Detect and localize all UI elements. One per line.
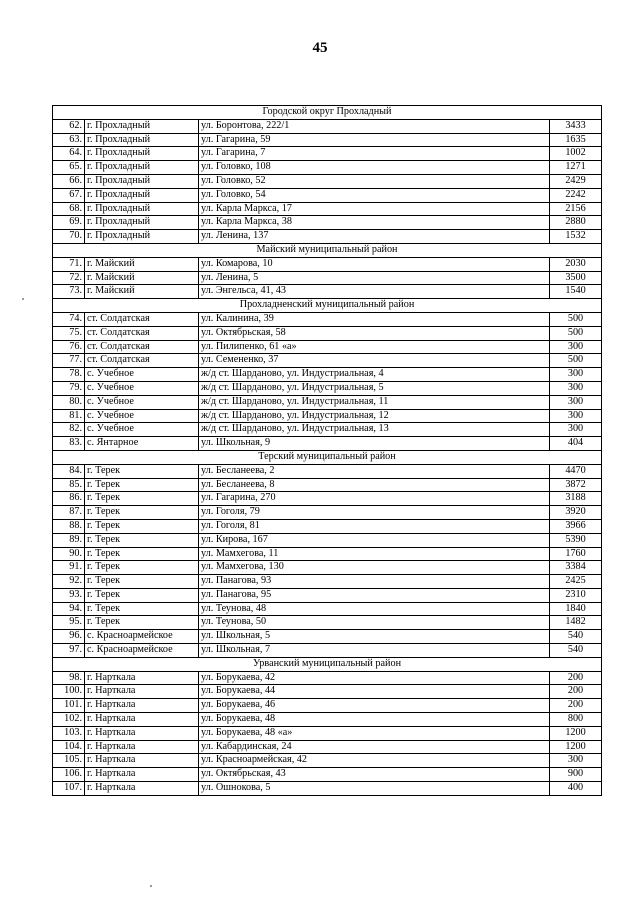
row-number: 97. [53, 644, 85, 658]
value-cell: 1200 [550, 740, 602, 754]
locality-cell: г. Нарткала [85, 685, 199, 699]
table-row [53, 588, 602, 602]
address-cell: ул. Бесланеева, 8 [199, 478, 550, 492]
address-table-body [53, 106, 602, 796]
value-cell: 3920 [550, 506, 602, 520]
address-cell: ул. Головко, 108 [199, 161, 550, 175]
section-title: Городской округ Прохладный [53, 106, 602, 120]
row-number: 66. [53, 174, 85, 188]
row-number: 62. [53, 119, 85, 133]
locality-cell: г. Терек [85, 602, 199, 616]
locality-cell: ст. Солдатская [85, 312, 199, 326]
row-number: 71. [53, 257, 85, 271]
locality-cell: ст. Солдатская [85, 354, 199, 368]
address-cell: ж/д ст. Шарданово, ул. Индустриальная, 12 [199, 409, 550, 423]
locality-cell: с. Учебное [85, 395, 199, 409]
value-cell: 500 [550, 354, 602, 368]
address-cell: ул. Красноармейская, 42 [199, 754, 550, 768]
value-cell: 900 [550, 768, 602, 782]
value-cell: 3966 [550, 519, 602, 533]
row-number: 93. [53, 588, 85, 602]
table-row [53, 630, 602, 644]
row-number: 88. [53, 519, 85, 533]
value-cell: 200 [550, 699, 602, 713]
value-cell: 3500 [550, 271, 602, 285]
table-row [53, 644, 602, 658]
table-row [53, 754, 602, 768]
address-table [52, 105, 602, 796]
address-cell: ул. Головко, 54 [199, 188, 550, 202]
table-row [53, 312, 602, 326]
value-cell: 300 [550, 754, 602, 768]
value-cell: 500 [550, 326, 602, 340]
value-cell: 3872 [550, 478, 602, 492]
address-cell: ул. Борукаева, 42 [199, 671, 550, 685]
table-row [53, 506, 602, 520]
table-row [53, 161, 602, 175]
address-cell: ул. Гоголя, 79 [199, 506, 550, 520]
locality-cell: с. Учебное [85, 423, 199, 437]
table-row [53, 354, 602, 368]
table-row [53, 188, 602, 202]
value-cell: 1200 [550, 726, 602, 740]
section-header-row [53, 657, 602, 671]
table-row [53, 547, 602, 561]
row-number: 106. [53, 768, 85, 782]
address-cell: ул. Школьная, 5 [199, 630, 550, 644]
section-title: Урванский муниципальный район [53, 657, 602, 671]
address-cell: ул. Головко, 52 [199, 174, 550, 188]
row-number: 91. [53, 561, 85, 575]
page-number: 45 [312, 40, 328, 56]
value-cell: 1482 [550, 616, 602, 630]
address-cell: ж/д ст. Шарданово, ул. Индустриальная, 5 [199, 381, 550, 395]
table-row [53, 230, 602, 244]
address-cell: ул. Октябрьская, 43 [199, 768, 550, 782]
row-number: 69. [53, 216, 85, 230]
address-cell: ул. Комарова, 10 [199, 257, 550, 271]
locality-cell: г. Нарткала [85, 754, 199, 768]
row-number: 75. [53, 326, 85, 340]
row-number: 77. [53, 354, 85, 368]
address-cell: ул. Бесланеева, 2 [199, 464, 550, 478]
table-row [53, 671, 602, 685]
row-number: 107. [53, 782, 85, 796]
value-cell: 300 [550, 340, 602, 354]
table-row [53, 782, 602, 796]
table-row [53, 271, 602, 285]
row-number: 73. [53, 285, 85, 299]
locality-cell: г. Майский [85, 271, 199, 285]
address-cell: ул. Панагова, 95 [199, 588, 550, 602]
address-cell: ул. Гагарина, 7 [199, 147, 550, 161]
value-cell: 200 [550, 671, 602, 685]
locality-cell: г. Терек [85, 533, 199, 547]
row-number: 102. [53, 713, 85, 727]
table-row [53, 119, 602, 133]
row-number: 86. [53, 492, 85, 506]
row-number: 90. [53, 547, 85, 561]
value-cell: 300 [550, 381, 602, 395]
locality-cell: г. Майский [85, 257, 199, 271]
locality-cell: г. Нарткала [85, 713, 199, 727]
value-cell: 2880 [550, 216, 602, 230]
locality-cell: г. Нарткала [85, 671, 199, 685]
locality-cell: г. Нарткала [85, 699, 199, 713]
value-cell: 200 [550, 685, 602, 699]
locality-cell: г. Терек [85, 588, 199, 602]
row-number: 76. [53, 340, 85, 354]
address-cell: ул. Ленина, 5 [199, 271, 550, 285]
value-cell: 800 [550, 713, 602, 727]
row-number: 98. [53, 671, 85, 685]
address-cell: ул. Кабардинская, 24 [199, 740, 550, 754]
locality-cell: с. Красноармейское [85, 630, 199, 644]
locality-cell: г. Терек [85, 464, 199, 478]
address-cell: ул. Борукаева, 44 [199, 685, 550, 699]
section-title: Прохладненский муниципальный район [53, 299, 602, 313]
address-cell: ж/д ст. Шарданово, ул. Индустриальная, 4 [199, 368, 550, 382]
section-header-row [53, 299, 602, 313]
section-title: Терский муниципальный район [53, 450, 602, 464]
row-number: 103. [53, 726, 85, 740]
value-cell: 2429 [550, 174, 602, 188]
section-header-row [53, 106, 602, 120]
locality-cell: г. Терек [85, 492, 199, 506]
table-row [53, 202, 602, 216]
value-cell: 2425 [550, 575, 602, 589]
locality-cell: г. Терек [85, 547, 199, 561]
table-row [53, 409, 602, 423]
address-cell: ул. Ошнокова, 5 [199, 782, 550, 796]
locality-cell: г. Нарткала [85, 782, 199, 796]
locality-cell: г. Нарткала [85, 726, 199, 740]
locality-cell: г. Терек [85, 616, 199, 630]
address-cell: ул. Борукаева, 48 [199, 713, 550, 727]
table-row [53, 492, 602, 506]
table-row [53, 326, 602, 340]
row-number: 80. [53, 395, 85, 409]
locality-cell: г. Терек [85, 506, 199, 520]
section-header-row [53, 243, 602, 257]
row-number: 84. [53, 464, 85, 478]
table-row [53, 685, 602, 699]
row-number: 89. [53, 533, 85, 547]
value-cell: 2030 [550, 257, 602, 271]
value-cell: 540 [550, 644, 602, 658]
row-number: 83. [53, 437, 85, 451]
row-number: 67. [53, 188, 85, 202]
scan-speck [22, 298, 24, 300]
value-cell: 300 [550, 423, 602, 437]
table-row [53, 174, 602, 188]
address-cell: ул. Борукаева, 48 «а» [199, 726, 550, 740]
row-number: 78. [53, 368, 85, 382]
locality-cell: г. Майский [85, 285, 199, 299]
address-cell: ул. Карла Маркса, 17 [199, 202, 550, 216]
address-cell: ул. Мамхегова, 11 [199, 547, 550, 561]
address-cell: ул. Карла Маркса, 38 [199, 216, 550, 230]
table-row [53, 768, 602, 782]
address-cell: ул. Энгельса, 41, 43 [199, 285, 550, 299]
locality-cell: г. Прохладный [85, 230, 199, 244]
row-number: 96. [53, 630, 85, 644]
section-header-row [53, 450, 602, 464]
address-cell: ул. Школьная, 7 [199, 644, 550, 658]
table-row [53, 381, 602, 395]
locality-cell: с. Учебное [85, 409, 199, 423]
value-cell: 540 [550, 630, 602, 644]
table-row [53, 340, 602, 354]
address-cell: ул. Октябрьская, 58 [199, 326, 550, 340]
value-cell: 2242 [550, 188, 602, 202]
value-cell: 300 [550, 368, 602, 382]
locality-cell: г. Прохладный [85, 216, 199, 230]
value-cell: 3384 [550, 561, 602, 575]
table-row [53, 147, 602, 161]
address-cell: ул. Панагова, 93 [199, 575, 550, 589]
table-row [53, 616, 602, 630]
table-row [53, 726, 602, 740]
value-cell: 1635 [550, 133, 602, 147]
row-number: 68. [53, 202, 85, 216]
address-cell: ул. Пилипенко, 61 «а» [199, 340, 550, 354]
locality-cell: г. Терек [85, 519, 199, 533]
address-cell: ж/д ст. Шарданово, ул. Индустриальная, 11 [199, 395, 550, 409]
address-cell: ул. Семененко, 37 [199, 354, 550, 368]
row-number: 100. [53, 685, 85, 699]
row-number: 74. [53, 312, 85, 326]
locality-cell: с. Янтарное [85, 437, 199, 451]
row-number: 85. [53, 478, 85, 492]
value-cell: 300 [550, 395, 602, 409]
table-row [53, 575, 602, 589]
locality-cell: г. Прохладный [85, 147, 199, 161]
section-title: Майский муниципальный район [53, 243, 602, 257]
locality-cell: г. Прохладный [85, 119, 199, 133]
address-cell: ул. Гоголя, 81 [199, 519, 550, 533]
row-number: 104. [53, 740, 85, 754]
locality-cell: г. Прохладный [85, 161, 199, 175]
address-cell: ул. Теунова, 50 [199, 616, 550, 630]
locality-cell: ст. Солдатская [85, 340, 199, 354]
address-cell: ул. Ленина, 137 [199, 230, 550, 244]
row-number: 65. [53, 161, 85, 175]
address-cell: ул. Кирова, 167 [199, 533, 550, 547]
locality-cell: г. Прохладный [85, 174, 199, 188]
table-row [53, 423, 602, 437]
address-cell: ул. Гагарина, 270 [199, 492, 550, 506]
value-cell: 1002 [550, 147, 602, 161]
locality-cell: г. Терек [85, 478, 199, 492]
value-cell: 1540 [550, 285, 602, 299]
value-cell: 3433 [550, 119, 602, 133]
value-cell: 500 [550, 312, 602, 326]
locality-cell: г. Прохладный [85, 133, 199, 147]
locality-cell: с. Красноармейское [85, 644, 199, 658]
address-cell: ул. Теунова, 48 [199, 602, 550, 616]
value-cell: 1760 [550, 547, 602, 561]
address-cell: ж/д ст. Шарданово, ул. Индустриальная, 13 [199, 423, 550, 437]
locality-cell: с. Учебное [85, 368, 199, 382]
address-cell: ул. Калинина, 39 [199, 312, 550, 326]
table-row [53, 699, 602, 713]
table-row [53, 533, 602, 547]
row-number: 79. [53, 381, 85, 395]
table-row [53, 561, 602, 575]
row-number: 95. [53, 616, 85, 630]
row-number: 70. [53, 230, 85, 244]
address-cell: ул. Гагарина, 59 [199, 133, 550, 147]
value-cell: 404 [550, 437, 602, 451]
table-row [53, 285, 602, 299]
scan-speck [150, 885, 152, 887]
table-row [53, 478, 602, 492]
table-row [53, 602, 602, 616]
row-number: 64. [53, 147, 85, 161]
row-number: 72. [53, 271, 85, 285]
row-number: 94. [53, 602, 85, 616]
locality-cell: г. Терек [85, 575, 199, 589]
row-number: 101. [53, 699, 85, 713]
value-cell: 1532 [550, 230, 602, 244]
table-row [53, 216, 602, 230]
address-cell: ул. Мамхегова, 130 [199, 561, 550, 575]
value-cell: 300 [550, 409, 602, 423]
locality-cell: с. Учебное [85, 381, 199, 395]
value-cell: 4470 [550, 464, 602, 478]
address-cell: ул. Боронтова, 222/1 [199, 119, 550, 133]
value-cell: 1840 [550, 602, 602, 616]
address-cell: ул. Борукаева, 46 [199, 699, 550, 713]
value-cell: 1271 [550, 161, 602, 175]
table-row [53, 740, 602, 754]
row-number: 63. [53, 133, 85, 147]
locality-cell: г. Прохладный [85, 188, 199, 202]
table-row [53, 464, 602, 478]
table-row [53, 395, 602, 409]
row-number: 105. [53, 754, 85, 768]
locality-cell: г. Нарткала [85, 768, 199, 782]
row-number: 87. [53, 506, 85, 520]
address-cell: ул. Школьная, 9 [199, 437, 550, 451]
locality-cell: г. Нарткала [85, 740, 199, 754]
table-row [53, 437, 602, 451]
value-cell: 3188 [550, 492, 602, 506]
row-number: 92. [53, 575, 85, 589]
row-number: 82. [53, 423, 85, 437]
value-cell: 2310 [550, 588, 602, 602]
value-cell: 5390 [550, 533, 602, 547]
table-row [53, 713, 602, 727]
value-cell: 2156 [550, 202, 602, 216]
table-row [53, 368, 602, 382]
row-number: 81. [53, 409, 85, 423]
value-cell: 400 [550, 782, 602, 796]
table-row [53, 519, 602, 533]
table-row [53, 133, 602, 147]
table-row [53, 257, 602, 271]
locality-cell: г. Прохладный [85, 202, 199, 216]
locality-cell: г. Терек [85, 561, 199, 575]
locality-cell: ст. Солдатская [85, 326, 199, 340]
